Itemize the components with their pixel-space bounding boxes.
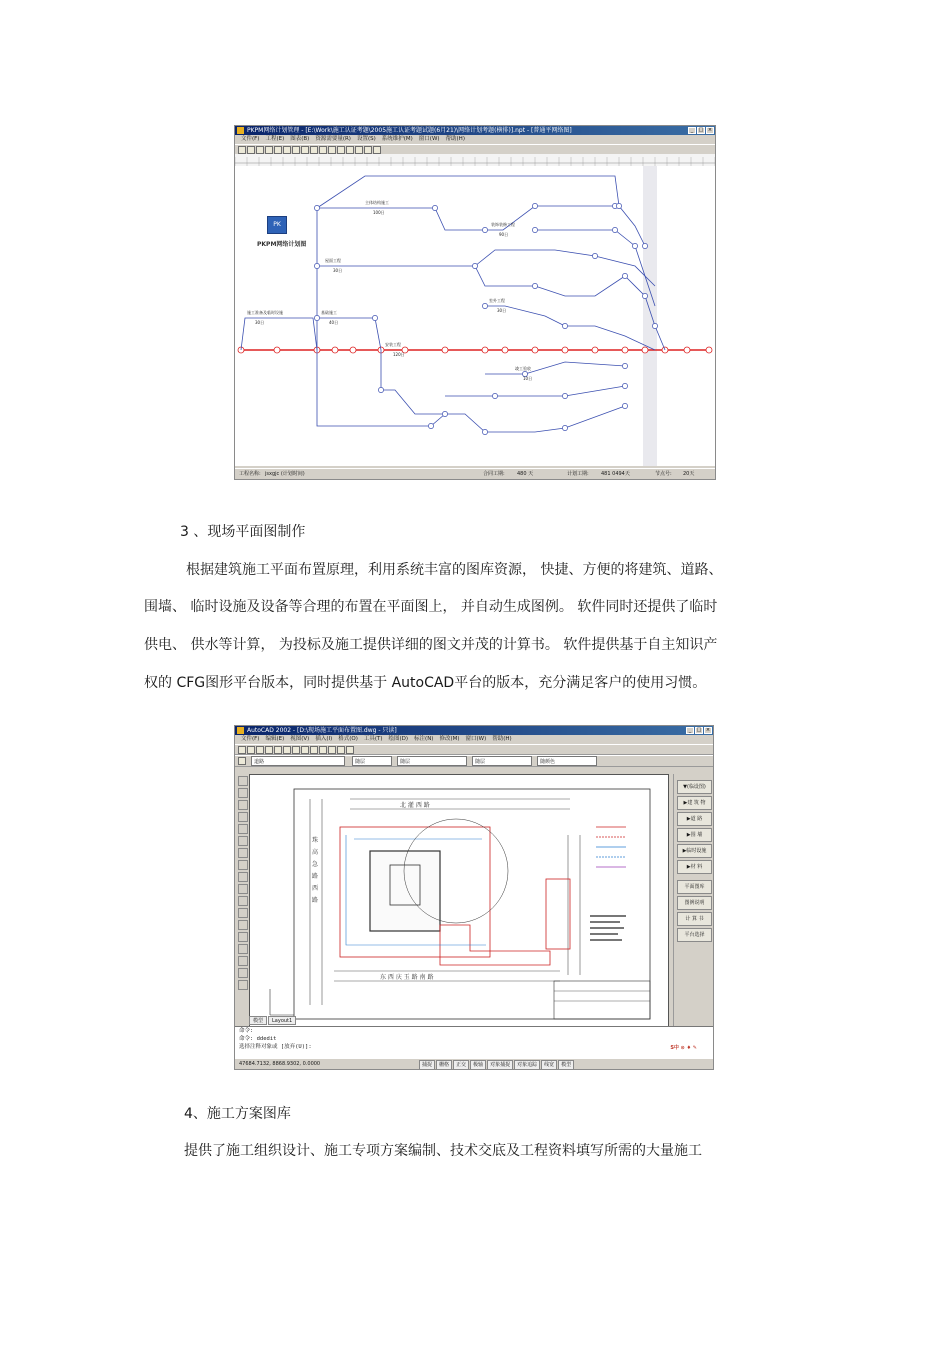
section-4-heading: 4、施工方案图库	[184, 1106, 291, 1122]
move-icon[interactable]	[238, 920, 248, 930]
today-band	[643, 166, 657, 466]
panel-item-materials[interactable]: ▶材 料	[677, 860, 712, 874]
network-plan-titlebar	[235, 126, 715, 135]
activity-name: 室外工程	[489, 298, 505, 303]
menu-format[interactable]: 格式(O)	[338, 736, 358, 742]
print-icon[interactable]	[265, 146, 273, 154]
new-icon[interactable]	[238, 146, 246, 154]
activity-node[interactable]	[372, 315, 377, 320]
critical-node[interactable]	[332, 347, 338, 353]
activity-node[interactable]	[428, 423, 433, 428]
maximize-icon[interactable]: □	[698, 127, 704, 133]
close-icon[interactable]: ×	[705, 727, 711, 733]
site-plan-side-panel	[673, 774, 712, 1038]
minimize-icon[interactable]: _	[686, 727, 694, 734]
toggle-osnap[interactable]: 对象捕捉	[487, 1060, 513, 1070]
block-icon[interactable]	[238, 872, 248, 882]
activity-node[interactable]	[482, 303, 487, 308]
critical-node[interactable]	[684, 347, 690, 353]
section-3-line-3: 供电、 供水等计算， 为投标及施工提供详细的图文并茂的计算书。 软件提供基于自主知识产	[144, 637, 718, 653]
paste-icon[interactable]	[292, 746, 300, 754]
activity-node[interactable]	[314, 315, 319, 320]
move-icon[interactable]	[310, 146, 318, 154]
pan-icon[interactable]	[319, 746, 327, 754]
autocad-app-icon	[237, 727, 244, 734]
tab-layout1[interactable]: Layout1	[268, 1016, 296, 1025]
polyline-icon[interactable]	[238, 788, 248, 798]
activity-node[interactable]	[532, 227, 537, 232]
activity-duration: 30日	[497, 308, 507, 313]
activity-duration: 120日	[393, 352, 405, 357]
activity-node[interactable]	[632, 243, 637, 248]
table-icon[interactable]	[355, 146, 363, 154]
activity-name: 屋面工程	[325, 258, 341, 263]
critical-node[interactable]	[622, 347, 628, 353]
open-icon[interactable]	[247, 146, 255, 154]
menu-view[interactable]: 视图(V)	[290, 736, 310, 742]
window-controls	[688, 127, 714, 134]
project-name-value: jsxgjc (计划时间)	[265, 471, 305, 477]
spline-icon[interactable]	[238, 848, 248, 858]
toggle-otrack[interactable]: 对象追踪	[514, 1060, 540, 1070]
panel-item-calc[interactable]: 计 算 书	[677, 912, 712, 926]
drawing-area[interactable]	[249, 774, 669, 1040]
activity-node[interactable]	[592, 253, 597, 258]
planned-duration-label: 计划工期:	[567, 471, 589, 477]
north-road-label: 北 灌 西 路	[400, 802, 430, 809]
toggle-ortho[interactable]: 正交	[453, 1060, 469, 1070]
critical-node[interactable]	[642, 347, 648, 353]
menu-draw[interactable]: 绘图(D)	[388, 736, 409, 742]
menu-edit[interactable]: 编辑(E)	[265, 736, 285, 742]
add-node-icon[interactable]	[328, 146, 336, 154]
panel-item-legend[interactable]: 图例说明	[677, 896, 712, 910]
activity-node[interactable]	[642, 293, 647, 298]
node-label: 节点号:	[655, 471, 672, 477]
grid-icon[interactable]	[346, 146, 354, 154]
network-diagram	[235, 166, 715, 466]
autocad-menubar	[235, 735, 713, 744]
activity-name: 竣工验收	[515, 366, 531, 371]
non-critical-links	[241, 176, 665, 432]
panel-item-buildings[interactable]: ▶建 筑 物	[677, 796, 712, 810]
panel-item-roads[interactable]: ▶道 路	[677, 812, 712, 826]
zoom-out-icon[interactable]	[301, 146, 309, 154]
copy-icon[interactable]	[283, 746, 291, 754]
menu-file[interactable]: 文件(F)	[241, 136, 260, 142]
point-icon[interactable]	[238, 884, 248, 894]
menu-resource[interactable]: 资源需要量(R)	[315, 136, 351, 142]
activity-node[interactable]	[622, 273, 627, 278]
undo-icon[interactable]	[301, 746, 309, 754]
coordinate-readout: 47684.7132, 8868.9302, 0.0000	[239, 1061, 321, 1067]
critical-node[interactable]	[532, 347, 538, 353]
command-line-1: 命令:	[239, 1028, 254, 1034]
circle-icon[interactable]	[238, 836, 248, 846]
redo-icon[interactable]	[283, 146, 291, 154]
activity-name: 安装工程	[385, 342, 401, 347]
section-3-line-2: 围墙、 临时设施及设备等合理的布置在平面图上， 并自动生成图例。 软件同时还提供了临时	[144, 599, 718, 615]
pkpm-logo-icon: PK	[267, 216, 287, 234]
menu-insert[interactable]: 插入(I)	[315, 736, 333, 742]
west-road-label: 珠 高 急 路 西 路	[312, 837, 319, 904]
node-value: 20天	[683, 471, 695, 477]
rectangle-icon[interactable]	[238, 812, 248, 822]
toggle-grid[interactable]: 栅格	[436, 1060, 452, 1070]
menu-chart[interactable]: 图表(B)	[290, 136, 310, 142]
network-plan-screenshot	[234, 125, 716, 480]
plotstyle-select[interactable]: 随颜色	[537, 756, 597, 766]
ellipse-icon[interactable]	[238, 860, 248, 870]
menu-help[interactable]: 帮助(H)	[445, 136, 465, 142]
activity-node[interactable]	[442, 411, 447, 416]
menu-project[interactable]: 工程(E)	[265, 136, 285, 142]
activity-node[interactable]	[652, 323, 657, 328]
activity-node[interactable]	[314, 263, 319, 268]
hatch-icon[interactable]	[238, 896, 248, 906]
ime-tray[interactable]: S中 ⊙ ♦ ✎	[670, 1045, 697, 1051]
draw-toolbar	[236, 774, 248, 1038]
critical-node[interactable]	[482, 347, 488, 353]
app-icon	[237, 127, 244, 134]
panel-item-platform[interactable]: 平台选择	[677, 928, 712, 942]
open-icon[interactable]	[247, 746, 255, 754]
window-title: PKPM网络计划管理 - [E:\Work\施工认证考题\2005施工认证考题试题(6月21)\网络计划考题(横排)].npt - [普通平网络图]	[247, 127, 572, 134]
panel-item-walls[interactable]: ▶围 墙	[677, 828, 712, 842]
contract-duration-value: 480 天	[517, 471, 534, 477]
critical-node[interactable]	[274, 347, 280, 353]
command-line-3: 选择注释对象或 [放弃(U)]:	[239, 1044, 312, 1050]
panel-item-temporary[interactable]: ▶临时设施	[677, 844, 712, 858]
critical-node[interactable]	[592, 347, 598, 353]
close-icon[interactable]: ×	[707, 127, 713, 133]
activity-name: 主体结构施工	[365, 200, 389, 205]
activity-node[interactable]	[432, 205, 437, 210]
toggle-lineweight[interactable]: 线宽	[541, 1060, 557, 1070]
properties-icon[interactable]	[337, 746, 345, 754]
activity-node[interactable]	[482, 429, 487, 434]
settings-icon[interactable]	[373, 146, 381, 154]
activity-node[interactable]	[562, 393, 567, 398]
offset-icon[interactable]	[238, 980, 248, 990]
menu-dimension[interactable]: 标注(N)	[414, 736, 434, 742]
text-icon[interactable]	[238, 908, 248, 918]
zoom-icon[interactable]	[328, 746, 336, 754]
activity-node[interactable]	[532, 283, 537, 288]
toggle-polar[interactable]: 极轴	[470, 1060, 486, 1070]
activity-node[interactable]	[562, 425, 567, 430]
activity-node[interactable]	[562, 323, 567, 328]
critical-node[interactable]	[502, 347, 508, 353]
autocad-statusbar	[235, 1058, 713, 1069]
activity-node[interactable]	[622, 363, 627, 368]
activity-node[interactable]	[378, 387, 383, 392]
autocad-window-title: AutoCAD 2002 - [D:\现场施工平面布置图.dwg - 只读]	[247, 727, 397, 734]
line-icon[interactable]	[238, 776, 248, 786]
autocad-window-controls	[686, 727, 712, 734]
lineweight-select[interactable]: 随层	[472, 756, 532, 766]
minimize-icon[interactable]: _	[688, 127, 696, 134]
activity-name: 施工准备及临时设施	[247, 310, 283, 315]
activity-node[interactable]	[492, 393, 497, 398]
critical-node[interactable]	[442, 347, 448, 353]
layer-manager-icon[interactable]	[238, 757, 246, 765]
activity-duration: 30日	[255, 320, 265, 325]
activity-node[interactable]	[482, 227, 487, 232]
activity-duration: 100日	[373, 210, 385, 215]
extend-icon[interactable]	[238, 968, 248, 978]
add-arrow-icon[interactable]	[337, 146, 345, 154]
linetype-select[interactable]: 随层	[397, 756, 467, 766]
new-icon[interactable]	[238, 746, 246, 754]
activity-node[interactable]	[616, 203, 621, 208]
section-3-line-4: 权的 CFG图形平台版本，同时提供基于 AutoCAD平台的版本，充分满足客户的使用习惯。	[144, 675, 707, 691]
redo-icon[interactable]	[310, 746, 318, 754]
site-plan-drawing	[250, 775, 668, 1039]
menu-modify[interactable]: 修改(M)	[439, 736, 460, 742]
command-line-2: 命令: ddedit	[239, 1036, 277, 1042]
contract-duration-label: 合同工期:	[483, 471, 505, 477]
critical-node[interactable]	[562, 347, 568, 353]
color-select[interactable]: 随层	[352, 756, 392, 766]
activity-duration: 90日	[499, 232, 509, 237]
activity-name: 装饰装修工程	[491, 222, 515, 227]
activity-duration: 30日	[333, 268, 343, 273]
activity-duration: 10日	[523, 376, 533, 381]
trim-icon[interactable]	[238, 956, 248, 966]
scale-icon[interactable]	[238, 944, 248, 954]
section-4-line-1: 提供了施工组织设计、施工专项方案编制、技术交底及工程资料填写所需的大量施工	[184, 1143, 702, 1159]
activity-node[interactable]	[622, 403, 627, 408]
print-icon[interactable]	[265, 746, 273, 754]
autocad-layer-toolbar	[235, 755, 713, 767]
activity-node[interactable]	[612, 227, 617, 232]
critical-node[interactable]	[350, 347, 356, 353]
cut-icon[interactable]	[274, 746, 282, 754]
tab-model[interactable]: 模型	[249, 1016, 267, 1025]
network-plan-statusbar	[235, 468, 715, 479]
section-3-heading: 3 、现场平面图制作	[180, 524, 306, 540]
polygon-icon[interactable]	[238, 800, 248, 810]
activity-node[interactable]	[314, 205, 319, 210]
command-window[interactable]	[235, 1026, 713, 1059]
menu-window[interactable]: 窗口(W)	[465, 736, 487, 742]
activity-node[interactable]	[472, 263, 477, 268]
help-icon[interactable]	[346, 746, 354, 754]
menu-maintenance[interactable]: 系统维护(M)	[381, 136, 413, 142]
critical-node[interactable]	[706, 347, 712, 353]
south-road-label: 东 西 庆 玉 路 南 路	[380, 974, 434, 981]
activity-node[interactable]	[642, 243, 647, 248]
maximize-icon[interactable]: □	[696, 727, 702, 733]
menu-help[interactable]: 帮助(H)	[492, 736, 512, 742]
planned-duration-value: 481 0494天	[601, 471, 630, 477]
section-3-line-1: 根据建筑施工平面布置原理，利用系统丰富的图库资源， 快捷、方便的将建筑、道路、	[186, 562, 723, 578]
panel-item-library[interactable]: 平面图库	[677, 880, 712, 894]
rotate-icon[interactable]	[238, 932, 248, 942]
menu-file[interactable]: 文件(F)	[241, 736, 260, 742]
project-name-label: 工程名称:	[239, 471, 261, 477]
save-icon[interactable]	[256, 146, 264, 154]
panel-item-temp-facilities[interactable]: ▼(临设图)	[677, 780, 712, 794]
arc-icon[interactable]	[238, 824, 248, 834]
find-icon[interactable]	[364, 146, 372, 154]
activity-duration: 40日	[329, 320, 339, 325]
drafting-settings	[419, 1059, 574, 1070]
zoom-in-icon[interactable]	[292, 146, 300, 154]
autocad-titlebar	[235, 726, 713, 735]
activity-name: 基础施工	[321, 310, 337, 315]
activity-node[interactable]	[622, 383, 627, 388]
menu-tools[interactable]: 工具(T)	[363, 736, 383, 742]
autocad-screenshot	[234, 725, 714, 1070]
layer-select[interactable]: 道路	[251, 756, 345, 766]
layout-tabs	[249, 1016, 297, 1025]
toggle-model[interactable]: 模型	[558, 1060, 574, 1070]
pkpm-logo-label: PKPM网络计划图	[257, 241, 307, 248]
menu-window[interactable]: 窗口(W)	[418, 136, 440, 142]
network-diagram-canvas[interactable]	[235, 166, 715, 466]
autocad-standard-toolbar	[235, 744, 713, 755]
activity-node[interactable]	[532, 203, 537, 208]
delete-icon[interactable]	[319, 146, 327, 154]
network-plan-menubar	[235, 135, 715, 144]
menu-settings[interactable]: 设置(S)	[356, 136, 376, 142]
toggle-snap[interactable]: 捕捉	[419, 1060, 435, 1070]
undo-icon[interactable]	[274, 146, 282, 154]
save-icon[interactable]	[256, 746, 264, 754]
